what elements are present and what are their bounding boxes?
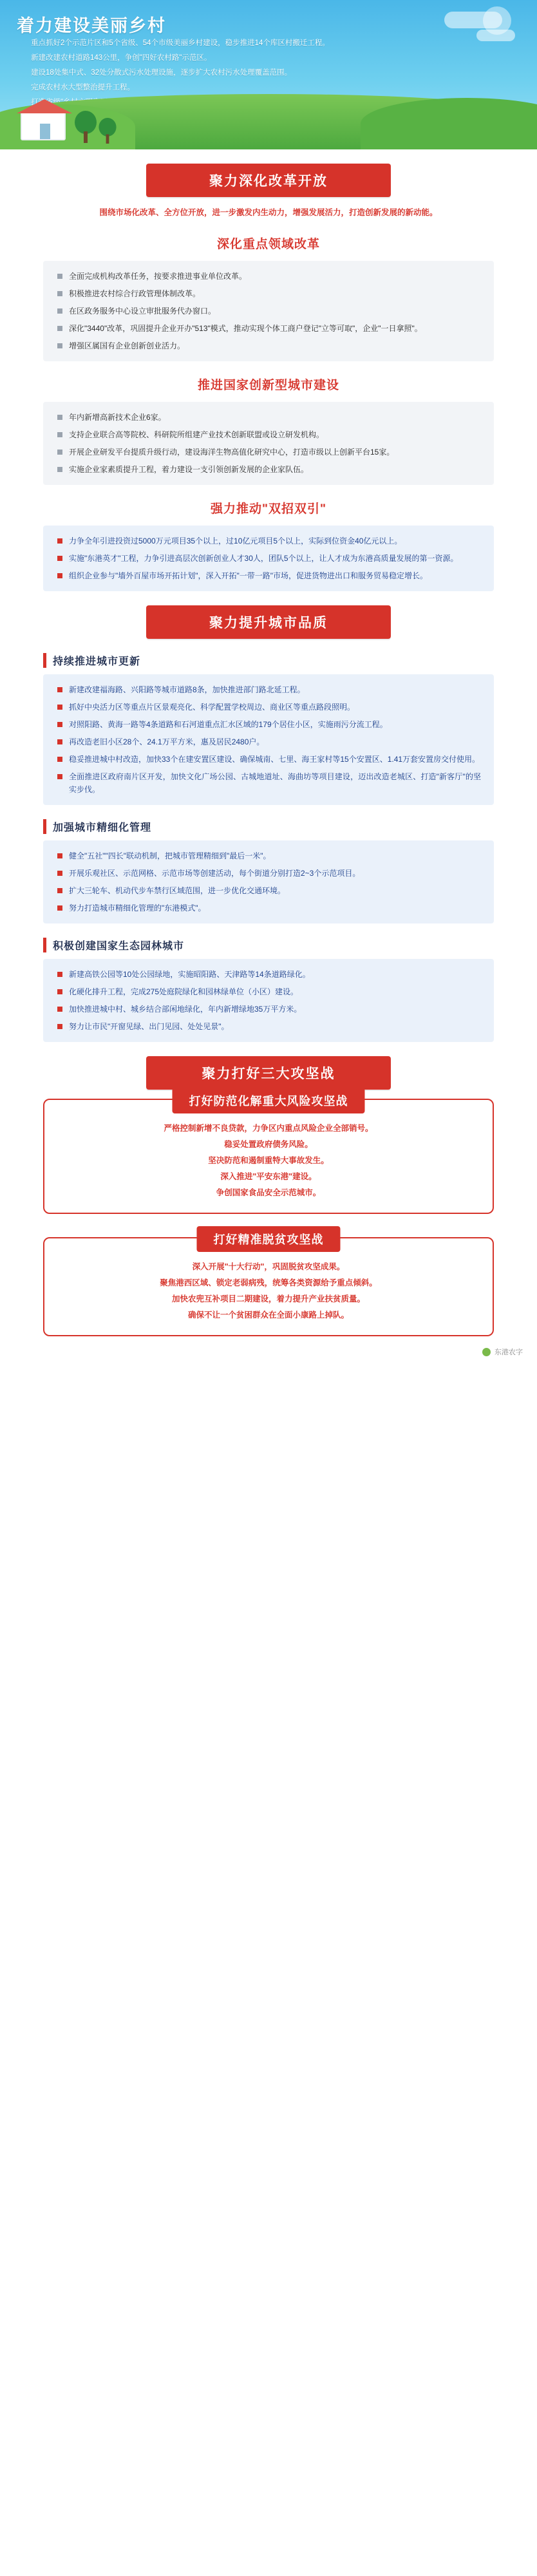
list-item: 组织企业参与"墙外百屋市场开拓计划"，深入开拓"一带一路"市场，促进货物进出口和服务贸易稳定增长。 <box>56 569 481 582</box>
subsection-title-innovation-city: 推进国家创新型城市建设 <box>197 379 339 392</box>
list-item: 新建高铁公园等10处公园绿地，实施昭阳路、天津路等14条道路绿化。 <box>56 968 481 981</box>
hero-line: 重点抓好2个示范片区和5个省级、54个市级美丽乡村建设，稳步推进14个库区村搬迁工程。 <box>31 39 330 47</box>
hero-line: 新建改建农村道路143公里，争创"四好农村路"示范区。 <box>31 54 212 62</box>
list-item: 新建改建福海路、兴阳路等城市道路8条，加快推进部门路北延工程。 <box>56 683 481 696</box>
card-urban-renewal <box>43 674 494 805</box>
section-banner-city-quality: 聚力提升城市品质 <box>146 605 391 639</box>
hero-banner <box>0 0 537 149</box>
list-item: 加快推进城中村、城乡结合部闲地绿化，年内新增绿地35万平方米。 <box>56 1003 481 1016</box>
list-item: 全面推进区政府南片区开发，加快文化广场公园、古城地道址、海曲坊等项目建设，迈出改造老城区、打造"新客厅"的坚实步伐。 <box>56 770 481 796</box>
content-area <box>0 164 537 1380</box>
tree-icon <box>99 118 116 144</box>
page-title: 着力建设美丽乡村 <box>17 16 166 35</box>
card-key-reform <box>43 261 494 361</box>
block-line: 稳妥处置政府债务风险。 <box>224 1140 313 1149</box>
list-item: 全面完成机构改革任务，按要求推进事业单位改革。 <box>56 270 481 283</box>
subsection-title-fine-management: 加强城市精细化管理 <box>43 819 494 834</box>
section-lead-reform: 围绕市场化改革、全方位开放，进一步激发内生动力，增强发展活力，打造创新发展的新动能。 <box>99 208 438 217</box>
tree-icon <box>75 111 97 143</box>
list-item: 抓好中央活力区等重点片区景观亮化、科学配置学校周边、商业区等重点路段照明。 <box>56 701 481 714</box>
card-double-recruit <box>43 526 494 591</box>
card-fine-management <box>43 840 494 923</box>
card-garden-city <box>43 959 494 1042</box>
list-item: 在区政务服务中心设立审批服务代办窗口。 <box>56 305 481 317</box>
list-item: 再改造老旧小区28个、24.1万平方米，惠及居民2480户。 <box>56 735 481 748</box>
card-innovation-city <box>43 402 494 485</box>
block-line: 争创国家食品安全示范城市。 <box>216 1188 321 1197</box>
block-line: 严格控制新增不良贷款，力争区内重点风险企业全部销号。 <box>164 1124 373 1133</box>
list-item: 开展乐观社区、示范网格、示范市场等创建活动，每个街道分别打造2~3个示范项目。 <box>56 867 481 880</box>
list-item: 实施企业家素质提升工程，着力建设一支引领创新发展的企业家队伍。 <box>56 463 481 476</box>
list-item: 年内新增高新技术企业6家。 <box>56 411 481 424</box>
block-line: 聚焦港西区域、锁定老弱病残，统筹各类资源给予重点倾斜。 <box>160 1278 377 1287</box>
list-item: 对照阳路、黄海一路等4条道路和石河道重点汇水区域的179个居住小区，实施雨污分流工程。 <box>56 718 481 731</box>
watermark <box>482 1347 523 1357</box>
list-item: 支持企业联合高等院校、科研院所组建产业技术创新联盟或设立研发机构。 <box>56 428 481 441</box>
subsection-title-urban-renewal: 持续推进城市更新 <box>43 653 494 668</box>
watermark-label: 东港农字 <box>495 1349 523 1356</box>
block-line: 确保不让一个贫困群众在全面小康路上掉队。 <box>187 1311 349 1320</box>
hero-line: 建设18处集中式、32处分散式污水处理设施，逐步扩大农村污水处理覆盖范围。 <box>31 69 292 77</box>
hill-shape <box>361 98 537 149</box>
subsection-title-garden-city: 积极创建国家生态园林城市 <box>43 938 494 952</box>
list-item: 深化"3440"改革，巩固提升企业开办"513"模式，推动实现个体工商户登记"立等可取"，企业"一日拿照"。 <box>56 322 481 335</box>
subsection-title-double-recruit: 强力推动"双招双引" <box>210 502 327 516</box>
list-item: 开展企业研发平台提质升级行动，建设海洋生物高值化研究中心，打造市级以上创新平台15家。 <box>56 446 481 459</box>
hero-line: 完成农村水大型整治提升工程。 <box>31 84 135 91</box>
block-poverty-alleviation <box>43 1233 494 1336</box>
list-item: 化硬化排升工程，完成275处庭院绿化和园林绿单位（小区）建设。 <box>56 985 481 998</box>
block-line: 深入推进"平安东港"建设。 <box>220 1172 317 1181</box>
block-risk-prevention <box>43 1095 494 1214</box>
block-line: 坚决防范和遏制重特大事故发生。 <box>208 1156 329 1165</box>
list-item: 力争全年引进投资过5000万元项目35个以上，过10亿元项目5个以上，实际到位资金40亿元以上。 <box>56 535 481 547</box>
house-icon <box>21 111 66 140</box>
list-item: 努力让市民"开窗见绿、出门见园、处处见景"。 <box>56 1020 481 1033</box>
list-item: 积极推进农村综合行政管理体制改革。 <box>56 287 481 300</box>
block-title-poverty-alleviation: 打好精准脱贫攻坚战 <box>197 1226 341 1252</box>
subsection-title-key-reform: 深化重点领域改革 <box>216 238 320 251</box>
sun-icon <box>483 6 511 35</box>
leaf-icon <box>482 1348 491 1356</box>
list-item: 努力打造城市精细化管理的"东港模式"。 <box>56 902 481 914</box>
hero-ground <box>0 94 537 149</box>
section-banner-three-battles: 聚力打好三大攻坚战 <box>146 1056 391 1090</box>
door-shape <box>40 124 50 139</box>
section-banner-reform: 聚力深化改革开放 <box>146 164 391 197</box>
list-item: 实施"东港英才"工程，力争引进高层次创新创业人才30人，团队5个以上，让人才成为东港高质量发展的第一资源。 <box>56 552 481 565</box>
list-item: 稳妥推进城中村改造，加快33个在建安置区建设、确保城南、七里、海王家村等15个安置区、1.41万套安置房交付使用。 <box>56 753 481 766</box>
list-item: 健全"五社""四长"联动机制，把城市管理精细到"最后一米"。 <box>56 849 481 862</box>
list-item: 增强区属国有企业创新创业活力。 <box>56 339 481 352</box>
list-item: 扩大三轮车、机动代步车禁行区域范围，进一步优化交通环境。 <box>56 884 481 897</box>
footer <box>0 1336 537 1367</box>
block-line: 深入开展"十大行动"，巩固脱贫攻坚成果。 <box>192 1262 345 1271</box>
block-title-risk-prevention: 打好防范化解重大风险攻坚战 <box>173 1088 365 1113</box>
block-line: 加快农兜互补项目二期建设，着力提升产业扶贫质量。 <box>171 1294 365 1303</box>
